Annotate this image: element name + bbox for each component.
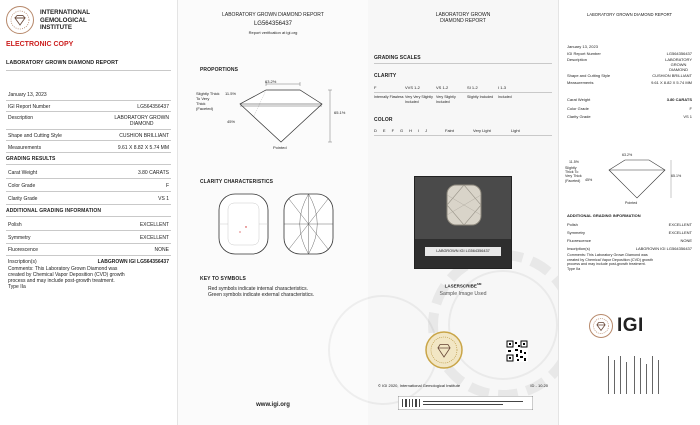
pavilion-plot-diagram [281, 191, 336, 257]
stub-igi-logo-icon [589, 314, 613, 338]
barcode-icon [398, 396, 533, 410]
field-carat: Carat Weight 3.80 CARATS [8, 170, 169, 176]
stub-comments: Comments: This Laboratory Grown Diamond was created by Chemical Vapor Deposition (CVD) growth process and may include post-growth treatment. Type IIa [567, 253, 654, 271]
table-percent: 63.2% [265, 79, 277, 84]
stub-symmetry: Symmetry EXCELLENT [567, 230, 692, 235]
grading-scales-title: GRADING SCALES [374, 55, 421, 61]
stub-shape: Shape and Cutting Style CUSHION BRILLIANT [567, 73, 692, 78]
field-fluorescence: Fluorescence NONE [8, 247, 169, 253]
middle-header-title: LABORATORY GROWN DIAMOND REPORT [222, 12, 324, 18]
field-color: Color Grade F [8, 183, 169, 189]
stub-measurements: Measurements 9.61 X 8.82 X 5.74 MM [567, 80, 692, 85]
laserscribe-label: LASERSCRIBE℠ [444, 282, 482, 289]
report-left-panel [0, 0, 178, 425]
sample-image-label: Sample Image Used [439, 291, 487, 297]
report-right-panel [368, 0, 558, 425]
stub-clarity: Clarity Grade VS 1 [567, 114, 692, 119]
color-scale-title: COLOR [374, 117, 393, 123]
comments-text: Comments: This Laboratory Grown Diamond was created by Chemical Vapor Deposition (CVD) growth process and may include post-growth treatment. Type IIa [8, 266, 125, 290]
field-clarity: Clarity Grade VS 1 [8, 196, 169, 202]
right-header-title: LABORATORY GROWN DIAMOND REPORT [435, 12, 491, 24]
proportions-title: PROPORTIONS [200, 67, 239, 73]
field-measurements: Measurements 9.61 X 8.82 X 5.74 MM [8, 145, 169, 151]
stub-color: Color Grade F [567, 106, 692, 111]
grading-results-title: GRADING RESULTS [6, 156, 56, 162]
field-description: Description LABORATORY GROWN DIAMOND [8, 115, 169, 127]
key-to-symbols-title: KEY TO SYMBOLS [200, 276, 246, 282]
stub-table-percent: 63.2% [622, 153, 633, 157]
report-stub-panel [558, 0, 700, 425]
stub-title: LABORATORY GROWN DIAMOND REPORT [586, 12, 673, 17]
color-desc-light: Light [511, 128, 520, 133]
qr-code-icon[interactable] [506, 340, 528, 362]
color-desc-faint: Faint [445, 128, 454, 133]
color-desc-very-light: Very Light [473, 128, 491, 133]
electronic-copy-label: ELECTRONIC COPY [6, 41, 74, 48]
additional-info-title: ADDITIONAL GRADING INFORMATION [6, 208, 102, 214]
stub-proportions-diagram [595, 154, 675, 204]
report-title: LABORATORY GROWN DIAMOND REPORT [6, 60, 119, 66]
culet-label: Pointed [273, 145, 287, 150]
crown-plot-diagram [216, 191, 271, 257]
proportions-diagram [218, 78, 338, 150]
stub-igi-wordmark: IGI [617, 315, 644, 336]
pavilion-percent: 45% [227, 119, 236, 124]
stub-report-number: IGI Report Number LG564356437 [567, 51, 692, 56]
stub-description: Description LABORATORY GROWN DIAMOND [567, 57, 692, 72]
diamond-photo [414, 176, 512, 269]
copyright-text: © IGI 2020, International Gemological Institute [378, 383, 461, 388]
field-polish: Polish EXCELLENT [8, 222, 169, 228]
gold-seal-icon [424, 330, 464, 370]
stub-culet-label: Pointed [625, 201, 638, 205]
clarity-characteristics-title: CLARITY CHARACTERISTICS [200, 179, 274, 185]
clarity-scale-descriptions: Internally Flawless Very Very Slightly Included Very Slightly Included Slightly Included Included [374, 95, 512, 104]
field-symmetry: Symmetry EXCELLENT [8, 235, 169, 241]
website-link[interactable]: www.igi.org [256, 402, 290, 408]
color-scale-letters: D E F G H I J [374, 128, 428, 133]
field-shape: Shape and Cutting Style CUSHION BRILLIANT [8, 133, 169, 139]
stub-fluorescence: Fluorescence NONE [567, 238, 692, 243]
verification-text: Report verification at igi.org [248, 30, 298, 35]
stub-inscription: Inscription(s) LABGROWN IGI LG564356437 [567, 246, 692, 251]
crown-percent: 11.5% [225, 91, 237, 96]
depth-percent: 65.1% [334, 110, 346, 115]
watermark-left-icon [328, 295, 438, 405]
stub-additional-title: ADDITIONAL GRADING INFORMATION [567, 213, 641, 218]
report-date: January 13, 2023 [8, 92, 47, 98]
stub-girdle-description: Slightly Thick To Very Thick (Faceted) [565, 166, 582, 183]
stub-date: January 13, 2023 [567, 44, 598, 49]
middle-report-number: LG564356437 [253, 21, 293, 27]
photo-inscription: LABGROWN IGI LG564356437 [436, 249, 490, 253]
igi-logo-icon [6, 6, 34, 34]
clarity-scale-grades: F VVS 1-2 VS 1-2 SI 1-2 I 1-3 [374, 85, 507, 90]
key-symbols-text: Red symbols indicate internal characteristics. Green symbols indicate external characteristics. [208, 286, 315, 298]
stub-pavilion-percent: 45% [585, 178, 593, 182]
form-code: ID - 10.20 [530, 383, 548, 388]
stub-crown-percent: 11.5% [569, 160, 579, 164]
field-report-number: IGI Report Number LG564356437 [8, 104, 169, 110]
institute-name: INTERNATIONAL GEMOLOGICAL INSTITUTE [40, 9, 91, 31]
girdle-description: Slightly Thick To Very Thick (Faceted) [196, 91, 220, 111]
stub-rotated-summary [604, 352, 664, 400]
field-inscription: Inscription(s) LABGROWN IGI LG564356437 [8, 259, 169, 265]
stub-polish: Polish EXCELLENT [567, 222, 692, 227]
stub-carat: Carat Weight 3.80 CARATS [567, 97, 692, 102]
clarity-scale-title: CLARITY [374, 73, 397, 79]
stub-depth-percent: 65.1% [671, 174, 682, 178]
